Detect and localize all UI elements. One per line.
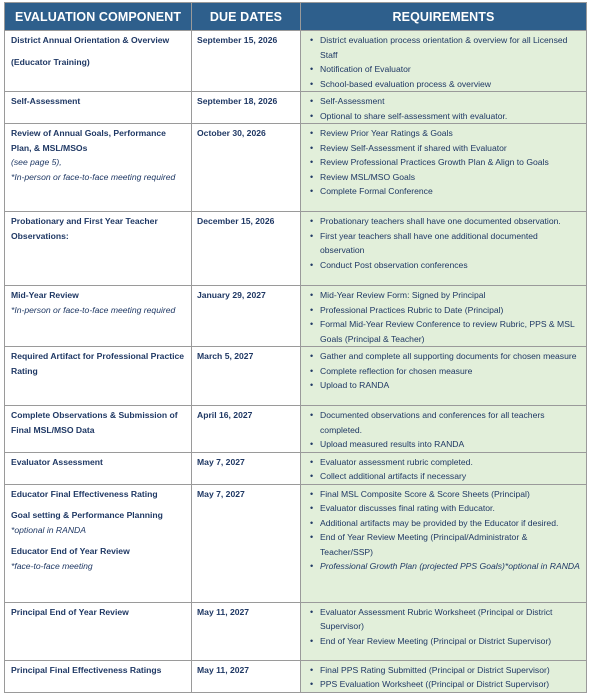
requirements-cell: [301, 602, 587, 660]
component-note: *In-person or face-to-face meeting required: [11, 304, 176, 315]
table-row: [5, 31, 587, 92]
component-cell: [5, 124, 192, 212]
component-label: Mid-Year Review: [11, 290, 79, 300]
requirement-item: • Evaluator discusses final rating with Educator.: [309, 501, 582, 516]
header-requirements: REQUIREMENTS: [301, 3, 587, 31]
due-date-cell: May 7, 2027: [192, 452, 301, 484]
table-row: [5, 484, 587, 602]
header-due-dates: DUE DATES: [192, 3, 301, 31]
component-label: Review of Annual Goals, Performance Plan, & MSL/MSOs: [11, 128, 166, 153]
component-extra: (Educator Training): [11, 56, 90, 67]
evaluation-table: [4, 2, 587, 693]
requirement-item: • Review Professional Practices Growth Plan & Align to Goals: [309, 155, 582, 170]
requirements-cell: [301, 347, 587, 406]
component-cell: Evaluator Assessment: [5, 452, 192, 484]
due-date-cell: May 7, 2027: [192, 484, 301, 602]
component-cell: Probationary and First Year Teacher Observations:: [5, 212, 192, 286]
requirement-item: • Complete Formal Conference: [309, 184, 582, 199]
requirement-item: • Review Self-Assessment if shared with Evaluator: [309, 141, 582, 156]
requirement-item: • Evaluator Assessment Rubric Worksheet (Principal or District Supervisor): [309, 605, 582, 634]
requirement-item: • Evaluator assessment rubric completed.: [309, 455, 582, 470]
requirements-cell: [301, 660, 587, 692]
requirement-item: • PPS Evaluation Worksheet ((Principal or District Supervisor): [309, 677, 582, 692]
requirement-item: • Professional Practices Rubric to Date (Principal): [309, 303, 582, 318]
requirements-cell: [301, 286, 587, 347]
requirement-item: • Complete reflection for chosen measure: [309, 364, 582, 379]
due-date-cell: September 15, 2026: [192, 31, 301, 92]
component-note: *In-person or face-to-face meeting required: [11, 171, 176, 182]
table-row: [5, 92, 587, 124]
due-date-cell: April 16, 2027: [192, 406, 301, 453]
due-date-cell: December 15, 2026: [192, 212, 301, 286]
requirement-item: • Probationary teachers shall have one documented observation.: [309, 214, 582, 229]
requirement-item: • Professional Growth Plan (projected PPS Goals)*optional in RANDA: [309, 559, 582, 574]
requirements-cell: [301, 452, 587, 484]
component-label: Goal setting & Performance Planning: [11, 510, 163, 520]
requirement-item: • Final MSL Composite Score & Score Sheets (Principal): [309, 487, 582, 502]
requirement-item: • End of Year Review Meeting (Principal/Administrator & Teacher/SSP): [309, 530, 582, 559]
requirements-cell: [301, 124, 587, 212]
due-date-cell: May 11, 2027: [192, 602, 301, 660]
requirement-item: • Notification of Evaluator: [309, 62, 582, 77]
component-cell: [5, 484, 192, 602]
due-date-cell: March 5, 2027: [192, 347, 301, 406]
component-cell: Principal End of Year Review: [5, 602, 192, 660]
table-row: [5, 124, 587, 212]
component-cell: [5, 286, 192, 347]
due-date-cell: January 29, 2027: [192, 286, 301, 347]
table-row: [5, 212, 587, 286]
header-component: EVALUATION COMPONENT: [5, 3, 192, 31]
requirement-item: • First year teachers shall have one additional documented observation: [309, 229, 582, 258]
requirement-item: • Self-Assessment: [309, 94, 582, 109]
requirements-cell: [301, 212, 587, 286]
component-cell: Required Artifact for Professional Practice Rating: [5, 347, 192, 406]
requirement-item: • Mid-Year Review Form: Signed by Principal: [309, 288, 582, 303]
requirements-cell: [301, 31, 587, 92]
due-date-cell: October 30, 2026: [192, 124, 301, 212]
requirement-item: • School-based evaluation process & overview: [309, 77, 582, 92]
requirement-item: • Additional artifacts may be provided by the Educator if desired.: [309, 516, 582, 531]
component-cell: Complete Observations & Submission of Final MSL/MSO Data: [5, 406, 192, 453]
table-row: [5, 286, 587, 347]
table-row: [5, 347, 587, 406]
requirements-cell: [301, 406, 587, 453]
header-row: [5, 3, 587, 31]
requirement-item: • Collect additional artifacts if necessary: [309, 469, 582, 484]
table-row: [5, 452, 587, 484]
component-cell: Principal Final Effectiveness Ratings: [5, 660, 192, 692]
component-cell: Self-Assessment: [5, 92, 192, 124]
component-label: Educator Final Effectiveness Rating: [11, 488, 158, 499]
requirement-item: • Formal Mid-Year Review Conference to review Rubric, PPS & MSL Goals (Principal & Teacher): [309, 317, 582, 346]
table-row: [5, 602, 587, 660]
requirements-cell: [301, 484, 587, 602]
requirement-item: • Upload to RANDA: [309, 378, 582, 393]
component-note: *face-to-face meeting: [11, 560, 93, 571]
due-date-cell: May 11, 2027: [192, 660, 301, 692]
component-note: *optional in RANDA: [11, 524, 86, 535]
requirement-item: • Upload measured results into RANDA: [309, 437, 582, 452]
requirement-item: • Optional to share self-assessment with evaluator.: [309, 109, 582, 124]
due-date-cell: September 18, 2026: [192, 92, 301, 124]
requirement-item: • Documented observations and conferences for all teachers completed.: [309, 408, 582, 437]
evaluation-timeline: [4, 2, 586, 693]
requirements-cell: [301, 92, 587, 124]
requirement-item: • Review MSL/MSO Goals: [309, 170, 582, 185]
component-label: District Annual Orientation & Overview: [11, 35, 170, 45]
component-label: Educator End of Year Review: [11, 546, 130, 556]
component-cell: [5, 31, 192, 92]
requirement-item: • Gather and complete all supporting documents for chosen measure: [309, 349, 582, 364]
requirement-item: • Conduct Post observation conferences: [309, 258, 582, 273]
requirement-item: • End of Year Review Meeting (Principal or District Supervisor): [309, 634, 582, 649]
component-note: (see page 5),: [11, 157, 62, 167]
requirement-item: • Final PPS Rating Submitted (Principal or District Supervisor): [309, 663, 582, 678]
requirement-item: • Review Prior Year Ratings & Goals: [309, 126, 582, 141]
table-row: [5, 406, 587, 453]
table-row: [5, 660, 587, 692]
requirement-item: • District evaluation process orientation & overview for all Licensed Staff: [309, 33, 582, 62]
